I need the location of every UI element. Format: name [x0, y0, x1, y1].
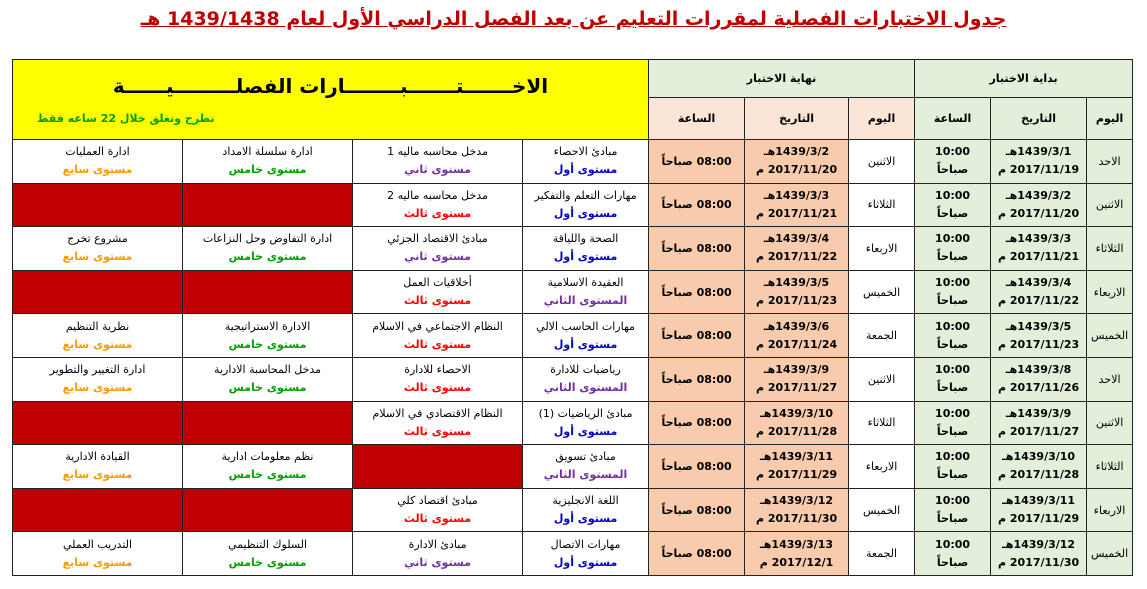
end-day-text: الاثنين: [867, 154, 896, 168]
end-date-gregorian: 2017/11/24 م: [755, 337, 838, 351]
exam-subject: الادارة الاستراتيجية: [224, 319, 311, 333]
exam-level: مستوى أول: [553, 163, 618, 177]
start-time-value: 10:00: [935, 363, 971, 377]
start-date-gregorian: 2017/11/29 م: [997, 512, 1080, 526]
start-time-period: صباحاً: [936, 206, 969, 220]
end-date-header: التاريخ: [745, 98, 849, 140]
start-time: [915, 314, 991, 358]
end-date-hijri: 1439/3/2هـ: [763, 145, 830, 159]
start-time-period: صباحاً: [936, 555, 969, 569]
exam-level: مستوى أول: [553, 424, 618, 438]
page-title: [0, 4, 1147, 44]
start-time-value: 10:00: [935, 319, 971, 333]
start-day-text: الاثنين: [1095, 198, 1124, 212]
exam-subject: مبادئ تسويق: [555, 450, 616, 464]
end-date-hijri: 1439/3/11هـ: [760, 450, 834, 464]
end-time-value: 08:00 صباحاً: [661, 372, 732, 386]
exam-subject: مهارات التعلم والتفكير: [534, 188, 637, 202]
exam-level: مستوى ثالث: [403, 294, 472, 308]
exam-level: مستوى أول: [553, 512, 618, 526]
table-row: [13, 314, 1133, 358]
start-day-text: الخميس: [1090, 329, 1129, 343]
exam-cell-c2: [353, 532, 523, 576]
start-time-value: 10:00: [935, 450, 971, 464]
end-day: [849, 314, 915, 358]
exam-level: مستوى سابع: [62, 468, 133, 482]
end-time-value: 08:00 صباحاً: [661, 329, 732, 343]
exam-level: مستوى خامس: [228, 381, 307, 395]
exam-subject: الصحة واللياقة: [552, 232, 619, 246]
start-date: [991, 401, 1087, 445]
exam-subject: ادارة التفاوض وحل النزاعات: [202, 232, 333, 246]
exam-cell-c1: [523, 270, 649, 314]
end-day-text: الخميس: [862, 285, 901, 299]
end-time: [649, 488, 745, 532]
exam-cell-c1: [523, 357, 649, 401]
exam-subject: رياضيات للادارة: [550, 363, 621, 377]
end-day: [849, 140, 915, 184]
end-time-value: 08:00 صباحاً: [661, 459, 732, 473]
exam-cell-c2: [353, 401, 523, 445]
end-date: [745, 314, 849, 358]
end-date-hijri: 1439/3/12هـ: [760, 494, 834, 508]
start-day: [1087, 314, 1133, 358]
exam-level: مستوى سابع: [62, 381, 133, 395]
table-row: [13, 401, 1133, 445]
exam-cell-c1: [523, 314, 649, 358]
start-time-period: صباحاً: [936, 468, 969, 482]
start-time: [915, 488, 991, 532]
start-day-text: الاربعاء: [1093, 285, 1126, 299]
exam-level: مستوى سابع: [62, 555, 133, 569]
exam-cell-c3: [183, 357, 353, 401]
exam-subject: اللغة الانجليزية: [552, 494, 619, 508]
start-date: [991, 227, 1087, 271]
end-day: [849, 488, 915, 532]
start-day-text: الخميس: [1090, 547, 1129, 561]
start-date-hijri: 1439/3/12هـ: [1002, 537, 1076, 551]
exam-subject: مدخل المحاسبة الادارية: [214, 363, 322, 377]
exams-header: [13, 60, 649, 140]
table-row: [13, 227, 1133, 271]
table-row: [13, 270, 1133, 314]
table-row: [13, 488, 1133, 532]
end-time-value: 08:00 صباحاً: [661, 154, 732, 168]
exam-subject: ادارة التغيير والتطوير: [49, 363, 146, 377]
exam-subject: مبادئ الاحصاء: [553, 145, 618, 159]
blocked-cell: [183, 488, 353, 532]
start-time-period: صباحاً: [936, 294, 969, 308]
end-date: [745, 270, 849, 314]
start-time: [915, 401, 991, 445]
end-time: [649, 270, 745, 314]
exam-cell-c1: [523, 183, 649, 227]
start-date: [991, 140, 1087, 184]
end-time-value: 08:00 صباحاً: [661, 416, 732, 430]
exam-subject: النظام الاجتماعي في الاسلام: [372, 319, 503, 333]
start-time-value: 10:00: [935, 494, 971, 508]
exam-level: مستوى ثاني: [404, 250, 471, 264]
exam-subject: مبادئ الادارة: [408, 537, 467, 551]
exam-schedule-table: [12, 59, 1133, 576]
start-time-value: 10:00: [935, 145, 971, 159]
blocked-cell: [183, 183, 353, 227]
start-time-period: صباحاً: [936, 250, 969, 264]
start-date-hijri: 1439/3/5هـ: [1005, 319, 1072, 333]
exam-level: مستوى سابع: [62, 163, 133, 177]
start-date-gregorian: 2017/11/27 م: [997, 424, 1080, 438]
end-date-hijri: 1439/3/9هـ: [763, 363, 830, 377]
end-time: [649, 357, 745, 401]
start-time-value: 10:00: [935, 537, 971, 551]
exam-level: مستوى سابع: [62, 250, 133, 264]
start-date-gregorian: 2017/11/21 م: [997, 250, 1080, 264]
exams-header-note: تطرح وتغلق خلال 22 ساعه فقط: [37, 112, 215, 125]
blocked-cell: [13, 488, 183, 532]
end-time: [649, 183, 745, 227]
exam-level: مستوى أول: [553, 206, 618, 220]
start-day-text: الثلاثاء: [1095, 459, 1124, 473]
end-date-hijri: 1439/3/3هـ: [763, 188, 830, 202]
exam-cell-c4: [13, 314, 183, 358]
exam-subject: نظم معلومات ادارية: [221, 450, 314, 464]
end-date-gregorian: 2017/11/21 م: [755, 206, 838, 220]
exam-level: مستوى ثالث: [403, 206, 472, 220]
exam-subject: العقيدة الاسلامية: [547, 276, 624, 290]
exam-level: مستوى أول: [553, 337, 618, 351]
end-date: [745, 401, 849, 445]
start-date-hijri: 1439/3/10هـ: [1002, 450, 1076, 464]
exam-subject: مدخل محاسبه ماليه 2: [387, 188, 488, 202]
start-day-header: اليوم: [1087, 98, 1133, 140]
exam-level: مستوى ثاني: [404, 163, 471, 177]
start-date-gregorian: 2017/11/22 م: [997, 294, 1080, 308]
start-date-gregorian: 2017/11/19 م: [997, 163, 1080, 177]
end-time: [649, 140, 745, 184]
start-day: [1087, 270, 1133, 314]
end-date-gregorian: 2017/11/20 م: [755, 163, 838, 177]
end-date-hijri: 1439/3/10هـ: [760, 406, 834, 420]
exam-subject: مبادئ الاقتصاد الجزئي: [387, 232, 488, 246]
exam-cell-c1: [523, 488, 649, 532]
exam-subject: النظام الاقتصادي في الاسلام: [372, 406, 503, 420]
start-day: [1087, 183, 1133, 227]
blocked-cell: [13, 183, 183, 227]
end-header: نهاية الاختبار: [649, 60, 915, 98]
end-day: [849, 357, 915, 401]
start-date-hijri: 1439/3/1هـ: [1005, 145, 1072, 159]
start-date-gregorian: 2017/11/23 م: [997, 337, 1080, 351]
start-date: [991, 270, 1087, 314]
start-date-hijri: 1439/3/11هـ: [1002, 494, 1076, 508]
start-time: [915, 445, 991, 489]
exam-level: مستوى ثالث: [403, 337, 472, 351]
start-date-hijri: 1439/3/9هـ: [1005, 406, 1072, 420]
start-date: [991, 488, 1087, 532]
exam-level: مستوى خامس: [228, 555, 307, 569]
exams-header-title: الاخـــــــتـــــــبــــــــارات الفصلـــــــــيــــــة: [112, 74, 549, 98]
start-day: [1087, 445, 1133, 489]
start-day: [1087, 532, 1133, 576]
exam-cell-c4: [13, 445, 183, 489]
start-day-text: الاحد: [1098, 154, 1121, 168]
end-date: [745, 488, 849, 532]
end-day: [849, 532, 915, 576]
start-date-hijri: 1439/3/4هـ: [1005, 276, 1072, 290]
end-day-text: الثلاثاء: [867, 416, 896, 430]
exam-cell-c4: [13, 532, 183, 576]
exam-subject: ادارة العمليات: [65, 145, 130, 159]
start-date: [991, 445, 1087, 489]
exam-subject: مشروع تخرج: [67, 232, 128, 246]
end-date-gregorian: 2017/11/27 م: [755, 381, 838, 395]
exam-level: مستوى ثالث: [403, 424, 472, 438]
end-day-text: الجمعة: [866, 329, 898, 343]
end-day: [849, 227, 915, 271]
end-date-hijri: 1439/3/4هـ: [763, 232, 830, 246]
end-day: [849, 445, 915, 489]
start-time: [915, 357, 991, 401]
start-day: [1087, 401, 1133, 445]
start-time: [915, 183, 991, 227]
start-date-hijri: 1439/3/8هـ: [1005, 363, 1072, 377]
exam-cell-c2: [353, 183, 523, 227]
start-date: [991, 532, 1087, 576]
exam-cell-c3: [183, 227, 353, 271]
end-date: [745, 357, 849, 401]
blocked-cell: [183, 401, 353, 445]
start-time: [915, 270, 991, 314]
start-day: [1087, 227, 1133, 271]
exam-cell-c2: [353, 314, 523, 358]
exam-level: مستوى سابع: [62, 337, 133, 351]
table-row: [13, 357, 1133, 401]
start-day-text: الاحد: [1098, 372, 1121, 386]
end-day-text: الجمعة: [866, 547, 898, 561]
exam-level: مستوى أول: [553, 250, 618, 264]
exam-subject: القيادة الادارية: [65, 450, 130, 464]
start-date-gregorian: 2017/11/20 م: [997, 206, 1080, 220]
exam-level: مستوى خامس: [228, 250, 307, 264]
exam-cell-c2: [353, 488, 523, 532]
exam-subject: نظرية التنظيم: [65, 319, 130, 333]
exam-subject: مهارات الحاسب الالي: [536, 319, 635, 333]
end-date-gregorian: 2017/11/29 م: [755, 468, 838, 482]
exam-cell-c3: [183, 445, 353, 489]
end-day-header: اليوم: [849, 98, 915, 140]
start-day-text: الاربعاء: [1093, 503, 1126, 517]
blocked-cell: [183, 270, 353, 314]
exam-subject: السلوك التنظيمي: [228, 537, 308, 551]
start-date: [991, 183, 1087, 227]
blocked-cell: [353, 445, 523, 489]
start-date-header: التاريخ: [991, 98, 1087, 140]
start-date-gregorian: 2017/11/28 م: [997, 468, 1080, 482]
exam-level: مستوى أول: [553, 555, 618, 569]
exam-cell-c2: [353, 357, 523, 401]
start-time-period: صباحاً: [936, 337, 969, 351]
end-date-gregorian: 2017/11/22 م: [755, 250, 838, 264]
exam-cell-c1: [523, 532, 649, 576]
end-date-hijri: 1439/3/6هـ: [763, 319, 830, 333]
start-time-header: الساعة: [915, 98, 991, 140]
exam-subject: التدريب العملي: [62, 537, 133, 551]
exam-level: مستوى ثاني: [404, 555, 471, 569]
table-row: [13, 183, 1133, 227]
exam-cell-c1: [523, 140, 649, 184]
start-header: بداية الاختبار: [915, 60, 1133, 98]
start-date-gregorian: 2017/11/30 م: [997, 555, 1080, 569]
exam-level: مستوى ثالث: [403, 512, 472, 526]
exam-cell-c3: [183, 532, 353, 576]
end-time-value: 08:00 صباحاً: [661, 547, 732, 561]
exam-level: مستوى خامس: [228, 468, 307, 482]
start-time-value: 10:00: [935, 406, 971, 420]
start-time-period: صباحاً: [936, 512, 969, 526]
start-date: [991, 314, 1087, 358]
page-title-text: جدول الاختبارات الفصلية لمقررات التعليم عن بعد الفصل الدراسي الأول لعام 1439/1438 هـ: [140, 8, 1007, 30]
end-time-value: 08:00 صباحاً: [661, 198, 732, 212]
exam-cell-c2: [353, 270, 523, 314]
blocked-cell: [13, 270, 183, 314]
end-date: [745, 532, 849, 576]
start-date: [991, 357, 1087, 401]
start-day-text: الثلاثاء: [1095, 241, 1124, 255]
start-day: [1087, 140, 1133, 184]
start-time-period: صباحاً: [936, 163, 969, 177]
table-row: [13, 532, 1133, 576]
end-date: [745, 183, 849, 227]
end-day-text: الاربعاء: [865, 241, 898, 255]
end-day-text: الثلاثاء: [867, 198, 896, 212]
table-row: [13, 445, 1133, 489]
start-date-hijri: 1439/3/3هـ: [1005, 232, 1072, 246]
end-date-hijri: 1439/3/5هـ: [763, 276, 830, 290]
exam-cell-c1: [523, 445, 649, 489]
end-date-gregorian: 2017/11/28 م: [755, 424, 838, 438]
end-day-text: الخميس: [862, 503, 901, 517]
start-date-gregorian: 2017/11/26 م: [997, 381, 1080, 395]
start-date-hijri: 1439/3/2هـ: [1005, 188, 1072, 202]
start-time: [915, 227, 991, 271]
end-day-text: الاثنين: [867, 372, 896, 386]
exam-level: المستوى الثاني: [543, 381, 628, 395]
end-time: [649, 532, 745, 576]
end-time: [649, 401, 745, 445]
end-date-gregorian: 2017/11/30 م: [755, 512, 838, 526]
end-date-gregorian: 2017/12/1 م: [759, 555, 834, 569]
end-date: [745, 227, 849, 271]
exam-cell-c3: [183, 140, 353, 184]
exam-level: مستوى خامس: [228, 163, 307, 177]
start-time-value: 10:00: [935, 276, 971, 290]
end-date: [745, 445, 849, 489]
table-row: [13, 140, 1133, 184]
start-time: [915, 532, 991, 576]
exam-level: المستوى الثاني: [543, 468, 628, 482]
schedule-rows: [13, 140, 1133, 576]
exam-cell-c2: [353, 227, 523, 271]
exam-cell-c2: [353, 140, 523, 184]
exam-subject: أخلاقيات العمل: [403, 276, 472, 290]
exam-cell-c1: [523, 227, 649, 271]
exam-level: المستوى الثاني: [543, 294, 628, 308]
exam-level: مستوى ثالث: [403, 381, 472, 395]
exam-subject: مبادئ اقتصاد كلي: [397, 494, 478, 508]
end-time-value: 08:00 صباحاً: [661, 241, 732, 255]
start-day-text: الاثنين: [1095, 416, 1124, 430]
exam-cell-c4: [13, 140, 183, 184]
exam-level: مستوى خامس: [228, 337, 307, 351]
blocked-cell: [13, 401, 183, 445]
end-day: [849, 183, 915, 227]
exam-subject: الاحصاء للادارة: [404, 363, 471, 377]
exam-cell-c1: [523, 401, 649, 445]
start-day: [1087, 488, 1133, 532]
exam-cell-c3: [183, 314, 353, 358]
end-time-value: 08:00 صباحاً: [661, 503, 732, 517]
exam-subject: ادارة سلسلة الامداد: [222, 145, 313, 159]
exam-subject: مبادئ الرياضيات (1): [538, 406, 633, 420]
end-date: [745, 140, 849, 184]
end-date-gregorian: 2017/11/23 م: [755, 294, 838, 308]
end-time-value: 08:00 صباحاً: [661, 285, 732, 299]
end-time-header: الساعة: [649, 98, 745, 140]
end-time: [649, 314, 745, 358]
exam-cell-c4: [13, 227, 183, 271]
end-time: [649, 445, 745, 489]
start-day: [1087, 357, 1133, 401]
end-date-hijri: 1439/3/13هـ: [760, 537, 834, 551]
end-day: [849, 401, 915, 445]
start-time-value: 10:00: [935, 232, 971, 246]
start-time-value: 10:00: [935, 188, 971, 202]
end-time: [649, 227, 745, 271]
start-time: [915, 140, 991, 184]
exam-cell-c4: [13, 357, 183, 401]
end-day-text: الاربعاء: [865, 459, 898, 473]
end-day: [849, 270, 915, 314]
exam-subject: مهارات الاتصال: [550, 537, 621, 551]
start-time-period: صباحاً: [936, 381, 969, 395]
exam-subject: مدخل محاسبه ماليه 1: [387, 145, 488, 159]
start-time-period: صباحاً: [936, 424, 969, 438]
